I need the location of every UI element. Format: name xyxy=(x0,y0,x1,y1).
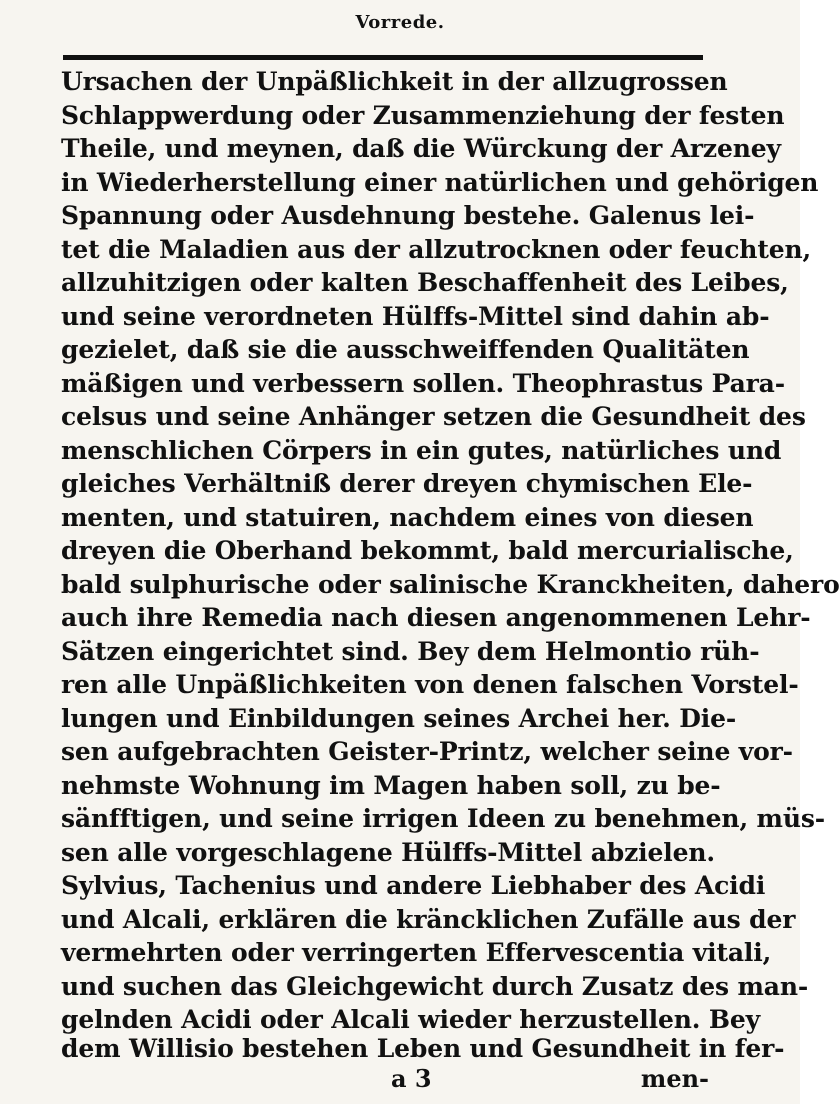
text-line: und seine verordneten Hülffs-Mittel sind dahin ab- xyxy=(61,302,770,331)
text-line: Sylvius, Tachenius und andere Liebhaber des Acidi xyxy=(61,871,766,900)
text-line: bald sulphurische oder salinische Kranckheiten, dahero xyxy=(61,570,840,599)
text-line: sänfftigen, und seine irrigen Ideen zu benehmen, müs- xyxy=(61,804,826,833)
text-line: allzuhitzigen oder kalten Beschaffenheit des Leibes, xyxy=(61,268,789,297)
text-line: Theile, und meynen, daß die Würckung der Arzeney xyxy=(61,134,781,163)
text-line: Sätzen eingerichtet sind. Bey dem Helmontio rüh- xyxy=(61,637,760,666)
text-line: Spannung oder Ausdehnung bestehe. Galenus lei- xyxy=(61,201,755,230)
text-line: Ursachen der Unpäßlichkeit in der allzugrossen xyxy=(61,67,728,96)
text-line: mäßigen und verbessern sollen. Theophrastus Para- xyxy=(61,369,785,398)
catchword: men- xyxy=(640,1064,709,1093)
text-line: vermehrten oder verringerten Effervescentia vitali, xyxy=(61,938,772,967)
text-line: dreyen die Oberhand bekommt, bald mercurialische, xyxy=(61,536,794,565)
header-rule xyxy=(63,55,703,60)
page-footer xyxy=(61,1062,709,1096)
text-line: tet die Maladien aus der allzutrocknen oder feuchten, xyxy=(61,235,812,264)
running-head-title: Vorrede. xyxy=(355,12,445,33)
text-line: nehmste Wohnung im Magen haben soll, zu be- xyxy=(61,771,721,800)
text-line: gezielet, daß sie die ausschweiffenden Qualitäten xyxy=(61,335,750,364)
text-line: und suchen das Gleichgewicht durch Zusatz des man- xyxy=(61,972,809,1001)
text-line: auch ihre Remedia nach diesen angenommenen Lehr- xyxy=(61,603,811,632)
text-line: celsus und seine Anhänger setzen die Gesundheit des xyxy=(61,402,806,431)
text-line: und Alcali, erklären die kräncklichen Zufälle aus der xyxy=(61,905,796,934)
text-line: menschlichen Cörpers in ein gutes, natürliches und xyxy=(61,436,782,465)
text-line: gelnden Acidi oder Alcali wieder herzustellen. Bey xyxy=(61,1005,760,1034)
signature-mark: a 3 xyxy=(391,1064,432,1093)
text-line: sen aufgebrachten Geister-Printz, welcher seine vor- xyxy=(61,737,793,766)
text-line: in Wiederherstellung einer natürlichen und gehörigen xyxy=(61,168,819,197)
text-line: menten, und statuiren, nachdem eines von diesen xyxy=(61,503,754,532)
text-line: Schlappwerdung oder Zusammenziehung der festen xyxy=(61,101,785,130)
text-line: ren alle Unpäßlichkeiten von denen falschen Vorstel- xyxy=(61,670,799,699)
text-line: dem Willisio bestehen Leben und Gesundheit in fer- xyxy=(61,1034,785,1063)
text-line: lungen und Einbildungen seines Archei her. Die- xyxy=(61,704,737,733)
text-line: gleiches Verhältniß derer dreyen chymischen Ele- xyxy=(61,469,753,498)
text-line: sen alle vorgeschlagene Hülffs-Mittel abzielen. xyxy=(61,838,715,867)
